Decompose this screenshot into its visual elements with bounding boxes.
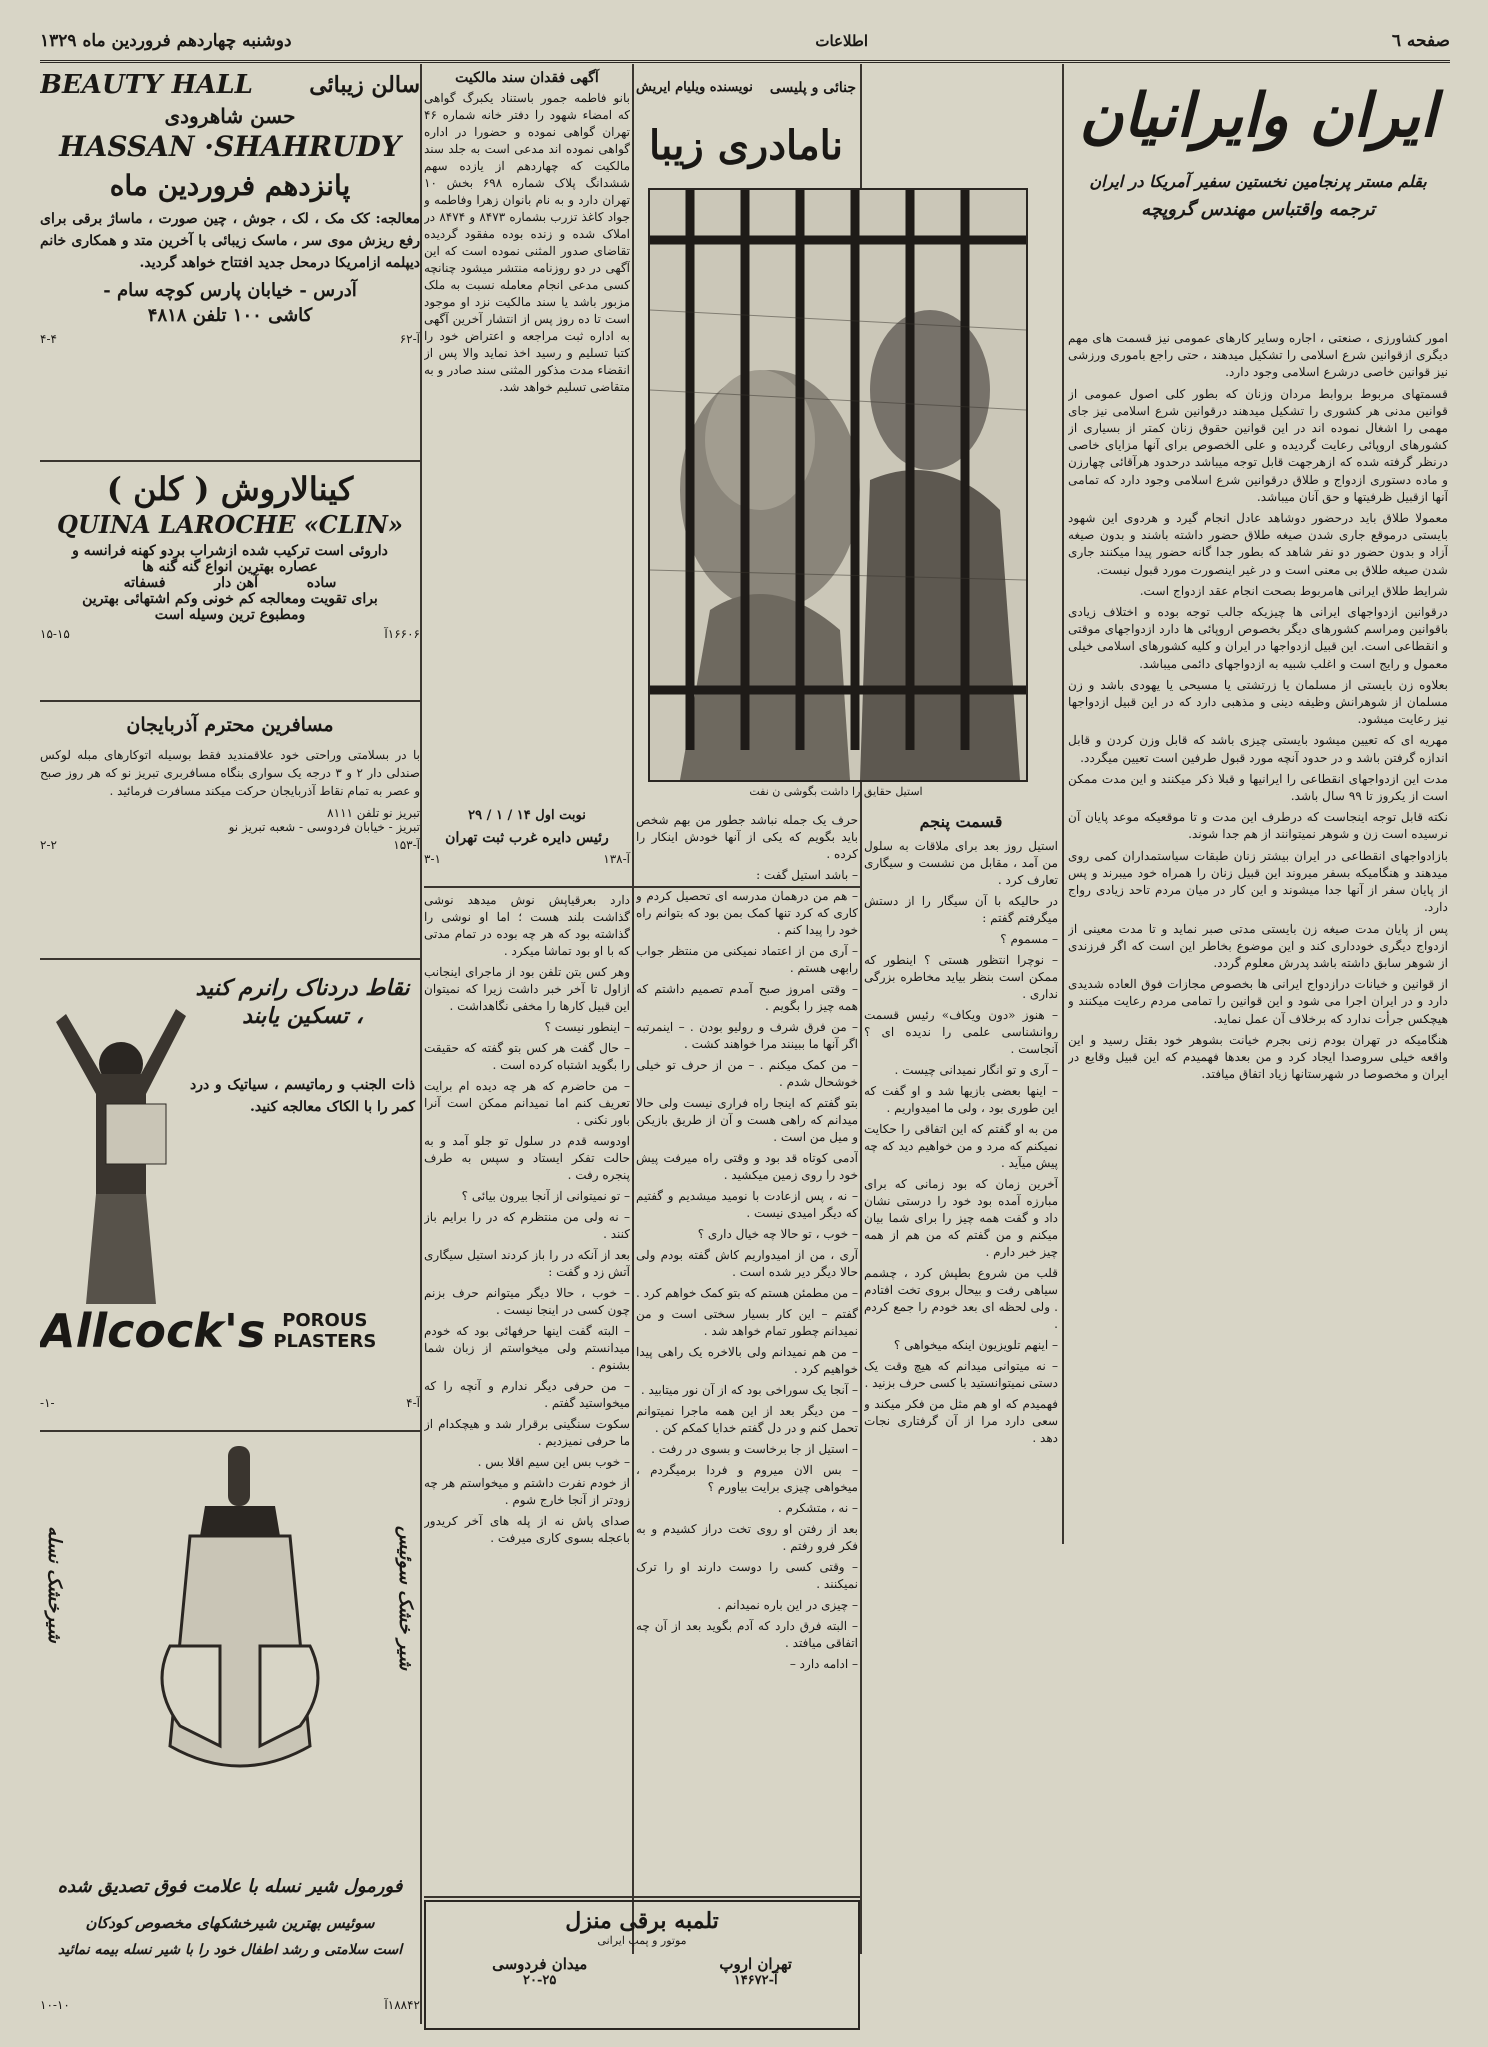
allcock-brand-line: POROUS [282, 1310, 368, 1331]
pump-ad-subtitle: موتور و پمپ ایرانی [597, 1934, 687, 1947]
story-paragraph: – وقتی کسی را دوست دارند او را ترک نمیکنند . [636, 1560, 858, 1591]
article-translator: ترجمه واقتباس مهندس گروپچه [1141, 199, 1375, 220]
story-author: نویسنده ویلیام ایریش [636, 80, 753, 95]
beauty-hall-ad [40, 70, 420, 458]
ad-code: -۱- [40, 1396, 55, 1410]
story-paragraph: صدای پاش نه از پله های آخر کریدور باعجله بسوی کاری میرفت . [424, 1514, 630, 1545]
story-paragraph: استیل روز بعد برای ملاقات به سلول من آمد ، مقابل من نشست و سیگاری تعارف کرد . [864, 839, 1058, 887]
article-byline: بقلم مستر پرنجامین نخستین سفیر آمریکا در ایران [1089, 172, 1427, 191]
story-paragraph: بتو گفتم که اینجا راه فراری نیست ولی حالا میدانم که راهی هست و آن از طریق بازیکن و میل من است . [636, 1096, 858, 1144]
story-paragraph: آری ، من از امیدواریم کاش گفته بودم ولی حالا دیگر دیر شده است . [636, 1248, 858, 1279]
baby-bottle-icon [110, 1446, 370, 1806]
travel-branch: تبریز نو تلفن ۸۱۱۱ [327, 806, 420, 820]
story-paragraph: در حالیکه با آن سیگار را از دستش میگرفتم گفتم : [864, 894, 1058, 925]
story-paragraph: – استیل از جا برخاست و بسوی در رفت . [651, 1442, 858, 1456]
story-paragraph: – من مطمئن هستم که بتو کمک خواهم کرد . [636, 1286, 858, 1300]
story-title: نامادری زیبا [648, 122, 843, 169]
story-paragraph: – من کمک میکنم . – من از حرف تو خیلی خوشحال شدم . [636, 1058, 858, 1089]
story-paragraph: قلب من شروع بطپش کرد ، چشمم سیاهی رفت و بیحال بروی تخت افتادم . ولی لحظه ای بعد خودم را جمع کردم . [864, 1266, 1058, 1331]
story-paragraph: – نه ، متشکرم . [777, 1501, 858, 1515]
article-paragraph: هنگامیکه در تهران بودم زنی بجرم خیانت بشوهر خود بقتل رسید و این واقعه خیلی سروصدا ایجاد کرد و من بعدها فهمیدم که این قبیل وقایع در ایران و مخصوصا در شهرستانها زیاد اتفاق میافتد. [1068, 1032, 1448, 1082]
illustration-caption: استیل حقایق را داشت بگوشی ن نفت [749, 785, 923, 798]
quina-line: برای تقویت ومعالجه کم خونی وکم اشتهائی بهترین [82, 591, 378, 607]
story-paragraph: – هنوز «دون ویکاف» رئیس قسمت روانشناسی علمی را ندیده ای ؟ آنجاست . [864, 1008, 1058, 1056]
article-body [1068, 330, 1448, 1930]
story-paragraph: فهمیدم که او هم مثل من فکر میکند و سعی دارد مرا از آن گرفتاری نجات دهد . [864, 1397, 1058, 1445]
story-column-3 [424, 892, 630, 1892]
story-paragraph: بعد از آنکه در را باز کردند استیل سیگاری آتش زد و گفت : [424, 1248, 630, 1279]
column-rule [420, 64, 422, 2024]
beauty-phone: کاشی ۱۰۰ تلفن ۴۸۱۸ [147, 305, 313, 326]
pump-shop-code: ۲۰-۲۵ [523, 1973, 557, 1988]
ad-code: ۱۵-۱۵ [40, 627, 70, 641]
ad-code: ۱۰-۱۰ [40, 1998, 70, 2012]
notice-code: ۳-۱ [424, 852, 441, 866]
story-column-1 [864, 838, 1058, 1948]
ad-rule [40, 460, 420, 462]
story-paragraph: من به او گفتم که این اتفاقی را حکایت نمیکنم که مرد و من خواهیم دید که چه پیش میآید . [864, 1122, 1058, 1170]
story-paragraph: – اینها بعضی بازیها شد و او گفت که این طوری بود ، ولی ما امیدواریم . [864, 1084, 1058, 1115]
story-paragraph: – باشد استیل گفت : [756, 868, 858, 882]
ad-rule [40, 700, 420, 702]
page-header [40, 22, 1450, 63]
travel-branch: تبریز - خیابان فردوسی - شعبه تبریز نو [228, 820, 420, 834]
story-paragraph: – آری من از اعتماد نمیکنی من منتظر جواب رابهی هستم . [636, 944, 858, 975]
article-paragraph: بعلاوه زن بایستی از مسلمان یا زرتشتی یا مسیحی یا یهودی باشد و زن مسلمان از شوهرانش وظیفه دینی و مذهبی دارد که در این قبیل ازدواجها نیز رعایت میشود. [1068, 677, 1448, 727]
beauty-fa-name: حسن شاهرودی [164, 104, 296, 128]
milk-vertical-text: شیرخشک نسله [44, 1526, 65, 1643]
article-paragraph: مدت این ازدواجهای انقطاعی را ایرانیها و قبلا ذکر میکنند و این مدت ممکن است از یکروز تا ۹۹ سال باشد. [1068, 771, 1448, 804]
story-paragraph: حرف یک جمله نباشد جطور من بهم شخص باید بگویم که یکی از آنها خودش اینکار را کرده . [636, 813, 858, 861]
article-paragraph: قسمتهای مربوط بروابط مردان وزنان که بطور کلی اصول عمومی از قوانین مدنی هر کشوری را تشکیل میدهند درقوانین شرع اسلامی نیز جای مهمی را اشغال نموده اند در این قوانین حقوق زنان کمتر از بسیاری از کشورهای اروپائی رعایت گردیده و علی الخصوص برای آنها مزایای خاصی درنظر گرفته شده که ازهرجهت قابل توجه میباشد درحدود هرآقائی چهارزن و ماده دستوری ازدواج و طلاق درقوانین شرع اسلامی وجود دارد که تمامی آنها ازقبیل ظرفیتها و حق آنان میباشد. [1068, 386, 1448, 504]
story-paragraph: بعد از رفتن او روی تخت دراز کشیدم و به فکر فرو رفتم . [636, 1522, 858, 1553]
story-paragraph: – نه ولی من منتظرم که در را برایم باز کنند . [424, 1210, 630, 1241]
allcock-ad [40, 964, 420, 1426]
beauty-address: آدرس - خیابان پارس کوچه سام - [103, 280, 357, 301]
pump-shop-name: تهران اروپ [719, 1955, 792, 1973]
quina-fa-title: کینالاروش ( کلن ) [106, 470, 354, 508]
column-rule [1062, 64, 1064, 1544]
quina-types: ساده آهن دار فسفاته [123, 575, 337, 591]
article-paragraph: پس از پایان مدت صیغه زن بایستی مدتی صبر نماید و تا مدت معینی از ازدواج دیگری خودداری کند و این موضوع بخاطر این است که اگر فرزندی از شوهر سابق داشته باشد پدرش معلوم گردد. [1068, 921, 1448, 970]
article-paragraph: مهریه ای که تعیین میشود بایستی چیزی باشد که قابل وزن کردن و قابل اندازه گرفتن باشد و در حدود آنچه مورد قبول طرفین است تعیین میگردد. [1068, 733, 1448, 765]
story-paragraph: – من حرفی دیگر ندارم و آنچه را که میخواستید گفتم . [424, 1379, 630, 1410]
notice-office: رئیس دایره غرب ثبت تهران [445, 830, 609, 846]
story-paragraph: – آنجا یک سوراخی بود که از آن نور میتابید . [640, 1383, 858, 1397]
column-rule [632, 64, 634, 1954]
story-paragraph: – من حاضرم که هر چه دیده ام برایت تعریف کنم اما نمیدانم ممکن است آنرا باور نکنی . [424, 1079, 630, 1127]
article-paragraph: معمولا طلاق باید درحضور دوشاهد عادل انجام گیرد و هردوی این شهود بایستی درموقع جاری شدن صیغه طلاق حضور داشته باشند و بدون صیغه آزاد و بدون حضور دو نفر شاهد که بطور جدا گانه حضور پیدا میکنند جاری شدن صیغه طلاق بی معنی است و در غیر اینصورت مورد قبول نیست. [1068, 511, 1448, 577]
story-paragraph: – خوب ، تو حالا چه خیال داری ؟ [697, 1227, 858, 1241]
notice-title: آگهی فقدان سند مالکیت [455, 70, 599, 86]
beauty-en-title: BEAUTY HALL [40, 70, 253, 100]
story-paragraph: – نوچرا انتظور هستی ؟ اینطور که ممکن است بنظر بیاید مخاطره بزرگی نداری . [864, 953, 1058, 1001]
story-paragraph: – من دیگر بعد از این همه ماجرا نمیتوانم تحمل کنم و در دل گفتم خدایا کمکم کن . [636, 1404, 858, 1435]
story-paragraph: – ادامه دارد – [789, 1657, 858, 1671]
story-paragraph: اودوسه قدم در سلول تو جلو آمد و به حالت تفکر ایستاد و سپس به طرف پنجره رفت . [424, 1134, 630, 1182]
story-paragraph: سکوت سنگینی برقرار شد و هیچکدام از ما حرفی نمیزدیم . [424, 1417, 630, 1448]
notice-codes [424, 852, 630, 866]
travel-body: با در بسلامتی وراحتی خود علاقمندید فقط بوسیله اتوکارهای مبله لوکس صندلی دار ۲ و ۳ درجه یک سواری بنگاه مسافربری تبریز نو که هر روز صبح و عصر به تمام نقاط آذربایجان حرکت میکند مسافرت فرمائید . [40, 748, 420, 798]
travel-ad [40, 708, 420, 953]
beauty-body: معالجه: کک مک ، لک ، جوش ، چین صورت ، ماساژ برقی برای رفع ریزش موی سر ، ماسک زیبائی با آخرین متد و همکاری خانم دیپلمه ازامریکا درمحل جدید افتتاح خواهد گردید. [40, 211, 420, 271]
ad-rule [40, 958, 420, 960]
article-paragraph: درقوانین ازدواجهای ایرانی ها چیزیکه جالب توجه بوده و اختلاف زیادی باقوانین ومراسم کشورهای دیگر بخصوص اروپائی ها دارد ازدواجهای موقتی و انقطاعی است. این قبیل ازدواجها در ایران و کلیه کشورهای اسلامی خیلی معمول و رایج است و اغلب شبیه به ازدواجهای دائمی میباشد. [1068, 605, 1448, 671]
pump-shop-name: میدان فردوسی [492, 1955, 588, 1973]
notice-code: آ-۱۳۸ [603, 852, 630, 866]
article-header [1066, 66, 1450, 316]
story-column-2 [636, 812, 858, 1948]
story-paragraph: آخرین زمان که بود زمانی که برای مبارزه آمده بود خود را درستی نشان داد و گفت همه چیز را برای شما بیان میکنم و من گفتم که من هم از همه چیز خبر دارم . [864, 1177, 1058, 1259]
page-number: صفحه ٦ [1391, 31, 1450, 51]
ad-code: آ-۶۲ [399, 332, 420, 346]
story-paragraph: – وقتی امروز صبح آمدم تصمیم داشتم که همه چیز را بگویم . [636, 982, 858, 1013]
newspaper-name: اطلاعات [815, 32, 869, 50]
quina-line: داروئی است ترکیب شده ازشراب بردو کهنه فرانسه و [72, 543, 388, 559]
article-paragraph: نکته قابل توجه اینجاست که درطرف این مدت و تا موقعیکه موعد پایان آن نرسیده است زن و شوهر نمیتوانند از هم جدا شوند. [1068, 810, 1448, 842]
pump-shop-code: آ-۱۴۶۷۲ [733, 1973, 778, 1988]
beauty-en-name: HASSAN ·SHAHRUDY [59, 130, 401, 163]
story-paragraph: وهر کس بتن تلفن بود از ماجرای اینجانب ازاول تا آخر خبر داشت زیرا که نمیتوان این قبیل کارها را مخفی نگاهداشت . [424, 965, 630, 1013]
story-paragraph: – هم من درهمان مدرسه ای تحصیل کردم و کاری که کرد تنها کمک بمن بود که بتوانم راه خود را پیدا کنم . [636, 889, 858, 937]
story-paragraph: – تو نمیتوانی از آنجا بیرون بیائی ؟ [461, 1189, 630, 1203]
article-paragraph: شرایط طلاق ایرانی هامربوط بصحت انجام عقد ازدواج است. [1139, 583, 1448, 598]
milk-ad [40, 1436, 420, 2030]
story-paragraph: – بس الان میروم و فردا برمیگردم ، میخواهی چیزی برایت بیاورم ؟ [636, 1463, 858, 1494]
story-paragraph: – من هم نمیدانم ولی بالاخره یک راهی پیدا خواهیم کرد . [636, 1345, 858, 1376]
story-paragraph: – حال گفت هر کس بتو گفته که حقیقت را بگوید اشتباه کرده است . [424, 1041, 630, 1072]
allcock-body: ذات الجنب و رماتیسم ، سیاتیک و درد کمر را با الکاک معالجه کنید. [190, 1077, 415, 1115]
story-paragraph: – من فرق شرف و رولیو بودن . – اینمرتبه اگر آنها ما ببینند مرا خواهند کشت . [636, 1020, 858, 1051]
notice-date: نوبت اول ۱۴ / ۱ / ۲۹ [468, 808, 586, 823]
story-paragraph: – نه میتوانی میدانم که هیچ وقت یک دستی نمیتوانستید با کسی حرف بزنید . [864, 1359, 1058, 1390]
article-paragraph: امور کشاورزی ، صنعتی ، اجاره وسایر کارهای عمومی نیز قسمت های مهم دیگری ازقوانین شرع اسلامی را تشکیل میدهند ، حتی راجع باموری ورزشی نیز قوانین خاصی درشرع اسلامی وجود دارد. [1068, 331, 1448, 380]
quina-laroche-ad [40, 470, 420, 695]
story-illustration [648, 188, 1028, 782]
milk-line: فورمول شیر نسله با علامت فوق تصدیق شده [57, 1876, 403, 1897]
story-paragraph: – البته فرق دارد که آدم بگوید بعد از آن چه اتفاقی میافتد . [636, 1619, 858, 1650]
story-paragraph: – خوب بس این سیم اقلا بس . [477, 1455, 630, 1469]
story-paragraph: آدمی کوتاه قد بود و وقتی راه میرفت پیش خود را روی زمین میکشید . [636, 1151, 858, 1182]
pump-ad-title: تلمبه برقی منزل [565, 1908, 719, 1934]
ad-code: آ-۱۵۳ [393, 838, 420, 852]
quina-en-title: QUINA LAROCHE «CLIN» [57, 510, 403, 539]
story-paragraph: – البته گفت اینها حرفهائی بود که خودم میدانستم ولی میخواستم از زبان شما بشنوم . [424, 1324, 630, 1372]
pump-ad [424, 1900, 860, 2030]
ad-code: ۱۶۶۰۶آ [384, 627, 420, 641]
woman-figure-icon [46, 1004, 196, 1304]
story-paragraph: – اینهم تلویزیون اینکه میخواهی ؟ [893, 1338, 1058, 1352]
allcock-brand: Allcock's [40, 1304, 266, 1358]
story-paragraph: دارد بعرقیاپش نوش میدهد نوشی گذاشت بلند هست ؛ اما او نوشی را گذاشته بود که هر چه بوده در تمام مدتی که با او بود تماشا میکرد . [424, 893, 630, 958]
milk-line: است سلامتی و رشد اطفال خود را با شیر نسله بیمه نمائید [57, 1942, 403, 1958]
story-paragraph: – اینطور نیست ؟ [544, 1020, 630, 1034]
story-paragraph: – چیزی در این باره نمیدانم . [717, 1598, 858, 1612]
travel-title: مسافرین محترم آذربایجان [126, 714, 334, 736]
milk-line: سوئیس بهترین شیرخشکهای مخصوص کودکان [85, 1914, 375, 1932]
milk-vertical-text: شیر خشک سوئیس [395, 1526, 416, 1671]
notice-body: بانو فاطمه جمور باستناد یکبرگ گواهی که امضاء شهود را دفتر خانه شماره ۴۶ تهران گواهی نموده و حضورا در اداره گواهی نموده اند مدعی است به جلد سند مالکیت که چهاردهم از یازده سهم ششدانگ پلاک شماره ۶۹۸ بخش ۱۰ تهران دارد و به نام بانوان زهرا وفاطمه و جواد کاغذ تزرب بشماره ۸۴۷۳ و ۸۴۷۴ در املاک شده و زنده بوده مفقود گردیده تقاضای صدور المثنی نموده است که این آگهی در دو روزنامه منتشر میشود چنانچه کسی مدعی انجام معامله نسبت به ملک مزبور باشد یا سند مالکیت نزد او موجود است تا ده روز پس از انتشار آخرین آگهی به اداره ثبت مراجعه و اعتراض خود را کتبا تسلیم و رسید اخذ نماید والا پس از انقضاء مدت مذکور المثنی سند صادر و به متقاضی تسلیم خواهد شد. [424, 91, 630, 394]
article-paragraph: بازادواجهای انقطاعی در ایران بیشتر زنان طبقات سیاستمداران کمی روی میدهند و هنگامیکه بسفر میروند این قبیل زنان را همراه خود میبرند و پس از پایان سفر از آنها جدا میشوند و این کار در میان مردم تاحد زیادی رواج دارد. [1068, 848, 1448, 915]
quina-line: ومطبوع ترین وسیله است [154, 607, 306, 623]
ad-code: آ-۴ [406, 1396, 420, 1410]
allcock-slogan: نقاط دردناک رانرم کنید ، تسکین یابند [195, 975, 410, 1029]
issue-date: دوشنبه چهاردهم فروردین ماه ۱۳۲۹ [40, 31, 292, 51]
chapter-heading: قسمت پنجم [919, 812, 1003, 831]
ad-code: ۲-۲ [40, 838, 57, 852]
ad-code: ۴-۴ [40, 332, 57, 346]
ad-code: ۱۸۸۴۲آ [384, 1998, 420, 2012]
article-paragraph: از قوانین و خیانات درازدواج ایرانی ها بخصوص مجازات فوق العاده شدیدی دارد و در ایران اجرا می شود و این قوانین را تمامی مردم رعایت میکنند و هیچکس جرأت ندارد که برخلاف آن عمل نماید. [1068, 977, 1448, 1026]
beauty-open-date: پانزدهم فروردین ماه [109, 169, 351, 202]
story-paragraph: گفتم – این کار بسیار سختی است و من نمیدانم چطور تمام خواهد شد . [636, 1307, 858, 1338]
story-paragraph: از خودم نفرت داشتم و میخواستم هر چه زودتر از آنجا خارج شوم . [424, 1476, 630, 1507]
story-paragraph: – آری و تو انگار نمیدانی چیست . [894, 1063, 1058, 1077]
story-paragraph: – نه ، پس ازعادت با نومید میشدیم و گفتیم که دیگر امیدی نیست . [636, 1189, 858, 1220]
story-section-tag: جنائی و پلیسی [769, 80, 856, 96]
ad-rule [40, 1430, 420, 1432]
story-paragraph: – مسموم ؟ [1000, 932, 1058, 946]
quina-line: عصاره بهترین انواع گنه گنه ها [142, 559, 318, 575]
allcock-brand-line: PLASTERS [273, 1331, 377, 1352]
article-title: ایران وایرانیان [1079, 81, 1437, 151]
prison-bars-image [650, 190, 1026, 780]
beauty-fa-title: سالن زیبائی [309, 72, 420, 98]
story-paragraph: – خوب ، حالا دیگر میتوانم حرف بزنم چون کسی در اینجا نیست . [424, 1286, 630, 1317]
